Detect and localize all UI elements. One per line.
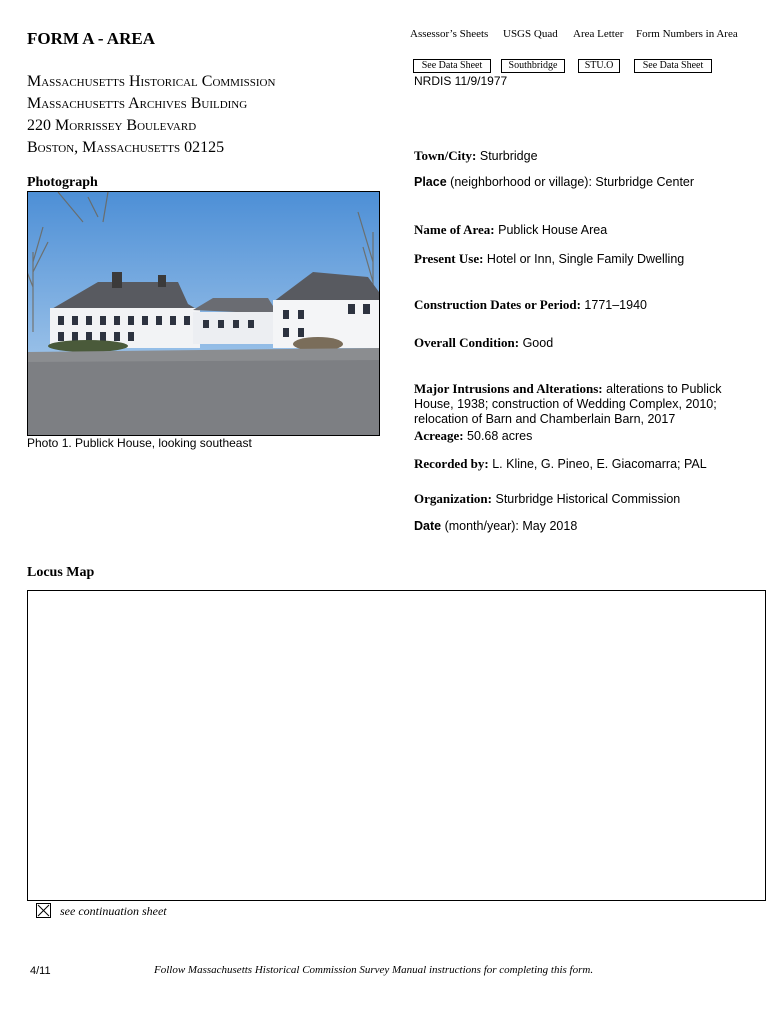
construction-dates-field [414,297,744,313]
date-label: Date [414,519,442,533]
recorded-by-value: L. Kline, G. Pineo, E. Giacomarra; PAL [492,457,707,471]
commission-building: Massachusetts Archives Building [27,95,248,112]
place-label: Place [414,175,447,189]
organization-value: Sturbridge Historical Commission [495,492,681,506]
acreage-field [414,428,744,444]
name-of-area-value: Publick House Area [498,223,608,237]
construction-dates-value: 1771–1940 [584,298,647,312]
organization-field [414,491,744,507]
form-numbers-field[interactable]: See Data Sheet [634,59,712,73]
overall-condition-label: Overall Condition: [414,335,520,350]
construction-dates-label: Construction Dates or Period: [414,297,581,312]
form-title: FORM A - AREA [27,29,155,48]
commission-street: 220 Morrissey Boulevard [27,117,197,134]
nrdis-note: NRDIS 11/9/1977 [414,74,508,88]
present-use-value: Hotel or Inn, Single Family Dwelling [486,252,685,266]
acreage-value: 50.68 acres [467,429,533,443]
present-use-label: Present Use: [414,251,484,266]
name-of-area-field [414,222,744,238]
place-value: (neighborhood or village): Sturbridge Center [450,175,695,189]
present-use-field [414,251,744,267]
publick-house-photo [28,192,379,435]
date-field [414,519,744,534]
assessor-sheets-label: Assessor’s Sheets [410,28,489,40]
usgs-quad-label: USGS Quad [503,28,558,40]
town-city-label: Town/City: [414,148,477,163]
checked-x-icon [37,904,50,917]
footer-page-number: 4/11 [30,965,51,977]
place-field [414,175,744,190]
commission-city: Boston, Massachusetts 02125 [27,139,225,156]
usgs-quad-field[interactable]: Southbridge [501,59,565,73]
organization-label: Organization: [414,491,492,506]
photo-caption: Photo 1. Publick House, looking southeast [27,436,252,450]
assessor-sheets-field[interactable]: See Data Sheet [413,59,491,73]
commission-name: Massachusetts Historical Commission [27,73,276,90]
recorded-by-field [414,456,744,472]
continuation-checkbox[interactable] [36,903,51,918]
town-city-value: Sturbridge [479,149,538,163]
recorded-by-label: Recorded by: [414,456,489,471]
town-city-field [414,148,744,164]
intrusions-field [414,381,744,427]
intrusions-label: Major Intrusions and Alterations: [414,381,603,396]
locus-map-label: Locus Map [27,565,95,580]
name-of-area-label: Name of Area: [414,222,495,237]
area-letter-field[interactable]: STU.O [578,59,620,73]
continuation-sheet-label: see continuation sheet [60,904,167,918]
photograph-label: Photograph [27,175,98,190]
overall-condition-field [414,335,744,351]
intrusions-value: alterations to Publick House, 1938; construction of Wedding Complex, 2010; relocation of Barn and Chamberlain Barn, 2017 [414,382,722,426]
overall-condition-value: Good [522,336,554,350]
footer-instructions: Follow Massachusetts Historical Commission Survey Manual instructions for completing this form. [154,964,594,976]
date-value: (month/year): May 2018 [444,519,578,533]
area-letter-label: Area Letter [573,28,624,40]
acreage-label: Acreage: [414,428,464,443]
form-numbers-label: Form Numbers in Area [636,28,738,40]
locus-map-box [27,590,766,901]
photograph [27,191,380,436]
